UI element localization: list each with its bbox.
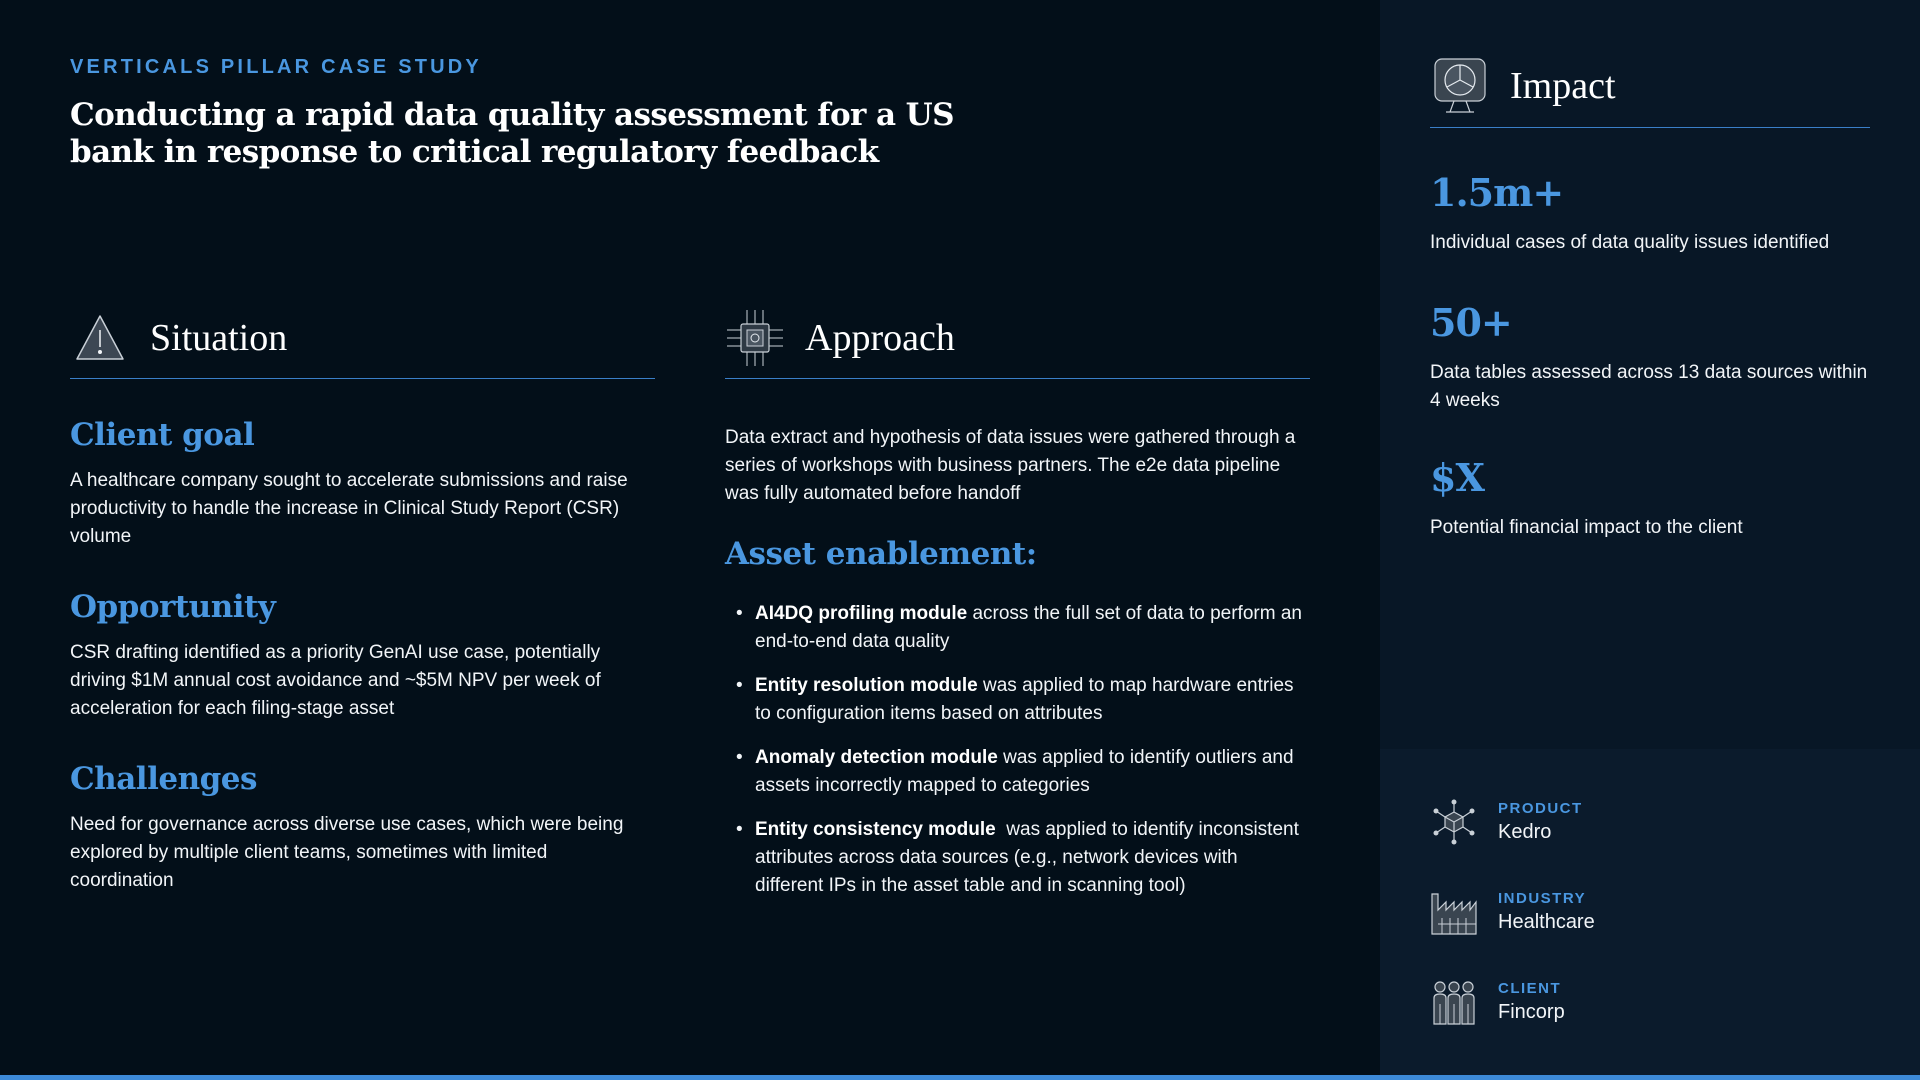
client-goal-text: A healthcare company sought to accelerate submissions and raise productivity to handle the increase in Clinical Study Report (CSR) volume — [70, 470, 628, 547]
metric-description: Individual cases of data quality issues identified — [1430, 232, 1830, 253]
module-name: Entity consistency module — [755, 819, 996, 840]
eyebrow-label: VERTICALS PILLAR CASE STUDY — [70, 56, 482, 78]
metric-tables — [1430, 300, 1870, 415]
module-description: across the full set of data to perform an end-to-end data quality — [755, 603, 1302, 652]
approach-column — [725, 305, 1310, 916]
module-description: was applied to identify inconsistent attributes across data sources (e.g., network devices with different IPs in the asset table and in scanning tool) — [755, 819, 1305, 896]
impact-heading: Impact — [1510, 64, 1616, 107]
approach-header — [725, 305, 1310, 379]
module-description: was applied to identify outliers and assets incorrectly mapped to categories — [755, 747, 1294, 796]
client-goal-title: Client goal — [70, 417, 255, 453]
situation-column — [70, 305, 655, 895]
metric-value: $X — [1430, 455, 1484, 500]
industry-info — [1430, 888, 1595, 936]
client-label: CLIENT — [1498, 980, 1562, 997]
warning-triangle-icon — [70, 308, 130, 368]
module-name: AI4DQ profiling module — [755, 603, 968, 624]
factory-icon — [1430, 888, 1478, 936]
list-item — [725, 816, 1310, 900]
people-icon — [1430, 978, 1478, 1026]
list-item — [725, 600, 1310, 656]
metric-description: Potential financial impact to the client — [1430, 517, 1743, 538]
metric-financial — [1430, 455, 1870, 542]
bottom-accent-bar — [0, 1075, 1920, 1080]
list-item — [725, 672, 1310, 728]
page-title: Conducting a rapid data quality assessment for a US bank in response to critical regulatory feedback — [70, 97, 954, 170]
approach-heading: Approach — [805, 316, 955, 359]
client-info — [1430, 978, 1565, 1026]
impact-header — [1430, 50, 1870, 128]
module-name: Anomaly detection module — [755, 747, 998, 768]
pie-chart-monitor-icon — [1430, 56, 1490, 116]
industry-value: Healthcare — [1498, 911, 1595, 933]
situation-heading: Situation — [150, 316, 288, 359]
bullet-dot-icon: • — [736, 747, 743, 768]
metric-cases — [1430, 170, 1870, 257]
bullet-dot-icon: • — [736, 819, 743, 840]
bullet-dot-icon: • — [736, 675, 743, 696]
metric-description: Data tables assessed across 13 data sources within 4 weeks — [1430, 362, 1868, 411]
asset-list — [725, 600, 1310, 900]
metric-value: 50+ — [1430, 300, 1512, 345]
product-label: PRODUCT — [1498, 800, 1583, 817]
client-value: Fincorp — [1498, 1001, 1565, 1023]
chip-icon — [725, 308, 785, 368]
opportunity-title: Opportunity — [70, 589, 276, 625]
list-item — [725, 744, 1310, 800]
asset-enablement-title: Asset enablement: — [725, 536, 1037, 572]
metric-value: 1.5m+ — [1430, 170, 1564, 215]
challenges-text: Need for governance across diverse use cases, which were being explored by multiple client teams, sometimes with limited coordination — [70, 814, 624, 891]
module-name: Entity resolution module — [755, 675, 978, 696]
challenges-title: Challenges — [70, 761, 257, 797]
product-value: Kedro — [1498, 821, 1552, 843]
approach-intro: Data extract and hypothesis of data issues were gathered through a series of workshops with business partners. The e2e data pipeline was fully automated before handoff — [725, 427, 1296, 504]
network-cube-icon — [1430, 798, 1478, 846]
bullet-dot-icon: • — [736, 603, 743, 624]
product-info — [1430, 798, 1583, 846]
module-description: was applied to map hardware entries to configuration items based on attributes — [755, 675, 1294, 724]
industry-label: INDUSTRY — [1498, 890, 1587, 907]
opportunity-text: CSR drafting identified as a priority GenAI use case, potentially driving $1M annual cost avoidance and ~$5M NPV per week of acceleration for each filing-stage asset — [70, 642, 601, 719]
situation-header — [70, 305, 655, 379]
